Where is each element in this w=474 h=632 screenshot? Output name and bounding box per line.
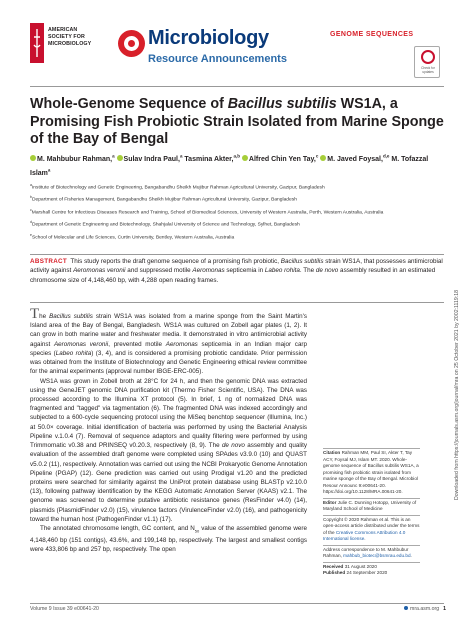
article-title: Whole-Genome Sequence of Bacillus subtilis WS1A, a Promising Fish Probiotic Strain Isolated from Marine Sponge of the Bay of Bengal [30,96,444,147]
check-for-updates-badge[interactable] [414,46,440,78]
author: M. Tofazzal Islam$^a$ [30,156,429,177]
journal-logo [118,24,287,74]
author: Alfred Chin Yen Tay,$^c$ [242,156,320,163]
asm-emblem-icon [30,23,44,63]
received-label: Received [323,563,344,569]
drop-cap: T [30,306,40,322]
section-tag: GENOME SEQUENCES [330,31,414,38]
license-link[interactable]: Creative Commons Attribution 4.0 International license [323,529,406,541]
badge-line-2: updates [422,70,434,74]
abstract: ABSTRACT This study reports the draft genome sequence of a promising fish probiotic, Bacillus subtilis strain WS1A, that possesses antimicrobial activity against Aeromonas veronii and suppressed motile Aeromonas septicemia in Labeo rohita. The de novo assembly resulted in an estimated chromosome size of 4,148,460 bp, with 4,288 open reading frames. [30,254,444,285]
article-body [30,306,307,554]
asm-logo [30,23,100,67]
affiliation: $^a$Institute of Biotechnology and Genetic Engineering, Bangabandhu Sheikh Mujibur Rahman Agricultural University, Gazipur, Bangladesh [30,183,325,191]
editor-label: Editor [323,499,337,505]
site-link[interactable]: mra.asm.org [410,606,440,612]
author: M. Javed Foysal,$^{d,e}$ [320,156,391,163]
author-list [30,152,445,179]
article-info-sidebar [323,448,420,579]
citation-block [323,448,420,496]
affiliation: $^c$Marshall Centre for Infectious Diseases Research and Training, School of Biomedical Sciences, University of Western Australia, Perth, Western Australia, Australia [30,207,384,216]
citation-text: Rahman MM, Paul SI, Akter T, Tay ACY, Foysal MJ, Islam MT. 2020. Whole-genome sequence of Bacillus subtilis WS1A, a promising fish probiotic strain isolated from marine sponge of the Bay of Bengal. Microbiol Resour Announc 9:e00641-20. https://doi.org/10.1128/MRA.00641-20. [323,450,419,494]
published-label: Published [323,570,346,575]
badge-line-1: Check for [421,66,435,70]
editor-text: Julie C. Dunning Hotopp, University of Maryland School of Medicine [323,499,417,511]
affiliation: $^d$Department of Genetic Engineering and Biotechnology, Shahjalal University of Science and Technology, Sylhet, Bangladesh [30,220,300,228]
affiliation-list [30,181,445,243]
orcid-icon[interactable] [320,155,326,161]
site-icon [404,606,408,610]
journal-logo-icon [118,30,145,57]
received-date: 31 August 2020 [344,563,377,569]
paragraph-1: The Bacillus subtilis strain WS1A was isolated from a marine sponge from the Saint Martin's Island area of the Bay of Bengal, Bangladesh. WS1A was cultured on Zobell agar plates (1, 2). It can grow in both marine water and freshwater media. It demonstrated in vitro antimicrobial activity against Aeromonas veronii, prevented motile Aeromonas septicemia in an Indian major carp species (Labeo rohita) (3, 4), and is considered a promising probiotic candidate. Prior permission was obtained from the Institute of Biotechnology and Genetic Engineering ethical review committee for the animal experiments (approval number IBGE-ERC-005). [30,306,307,376]
asm-line-2: SOCIETY FOR [48,34,85,40]
affiliation: $^e$School of Molecular and Life Sciences, Curtin University, Bentley, Western Australia, Australia [30,232,235,241]
paragraph-3: The annotated chromosome length, GC content, and $N_{50}$ value of the assembled genome were 4,148,460 bp (151 contigs), 43.6%, and 199,148 bp, respectively. The largest and smallest contigs were 433,806 bp and 257 bp, respectively. The open [30,525,307,553]
editor-block [323,498,420,513]
author: Sulav Indra Paul,$^a$ [117,156,185,163]
footer-site [404,606,446,612]
author: M. Mahbubur Rahman,$^a$ [30,156,117,163]
asm-line-3: MICROBIOLOGY [48,41,92,47]
correspondence-block: Address correspondence to M. Mahbubur Rahman, mahbub_biotec@bsmrau.edu.bd. [323,545,420,560]
download-stamp [452,232,460,562]
volume-info: Volume 9 Issue 39 e00641-20 [30,606,99,612]
email-link[interactable]: mahbub_biotec@bsmrau.edu.bd [343,553,411,558]
orcid-icon[interactable] [117,155,123,161]
abstract-label: ABSTRACT [30,258,68,265]
asm-line-1: AMERICAN [48,27,78,33]
dates-block [323,562,420,577]
download-stamp-text: Downloaded from https://journals.asm.org/journal/mra on 25 October 2021 by 2002:1119:18 [454,289,460,501]
orcid-icon[interactable] [242,155,248,161]
affiliation: $^b$Department of Fisheries Management, Bangabandhu Sheikh Mujibur Rahman Agricultural University, Gazipur, Bangladesh [30,195,297,204]
copyright-block: Copyright © 2020 Rahman et al. This is an open-access article distributed under the terms of the Creative Commons Attribution 4.0 International license. [323,516,420,541]
journal-subtitle: Resource Announcements [148,53,287,65]
citation-label: Citation [323,450,341,455]
abstract-divider [30,302,444,303]
journal-name: Microbiology [148,27,269,49]
page-number: 1 [443,606,447,612]
paragraph-2: WS1A was grown in Zobell broth at 28°C for 24 h, and then the genomic DNA was extracted using the GeneJET genomic DNA purification kit (Thermo Fisher Scientific, USA). The DNA was processed according to the Illumina XT protocol (5). In brief, 1 ng of normalized DNA was fragmented and "tagged" via tagmentation (6). The fragmented DNA was indexed accordingly and subjected to a 600-cycle sequencing protocol using the MiSeq benchtop sequencer (Illumina, Inc.) at 50.0× coverage. Initial identification of bacteria was performed by using the Bacterial Analysis Pipeline v.1.0.4 (7). Removal of sequence adaptors and quality filtering were performed by using Trimmomatic v0.38 and PRINSEQ v0.20.3, respectively (8, 9). The de novo assembly and quality evaluation of the assembled draft genome were completed using SPAdes v3.9.0 (10) and QUAST v5.0.2 (11), respectively. Annotation was carried out using the NCBI Prokaryotic Genome Annotation Pipeline (PGAP) (12). Gene prediction was carried out using Prodigal v1.20 and the predicted proteins were searched for similarity against the UniProt protein database using BLASTp v2.10.0 (13), following pathway identification by the KEGG Automatic Annotation Server (KAAS) v2.1. The genome was screened to determine putative antibiotic resistance genes (ResFinder v4.0) (14), plasmids (PlasmidFinder v2.0) (15), virulence factors (VirulenceFinder v2.0) (16), and pathogenicity toward the human host (PathogenFinder v1.1) (17). [30,377,307,523]
published-date: 24 September 2020 [346,570,388,575]
orcid-icon[interactable] [30,155,36,161]
author: Tasmina Akter,$^{a,b}$ [184,154,240,164]
header-divider [30,86,444,87]
update-icon [421,50,435,64]
footer-divider [30,603,444,604]
asm-name [48,27,91,48]
